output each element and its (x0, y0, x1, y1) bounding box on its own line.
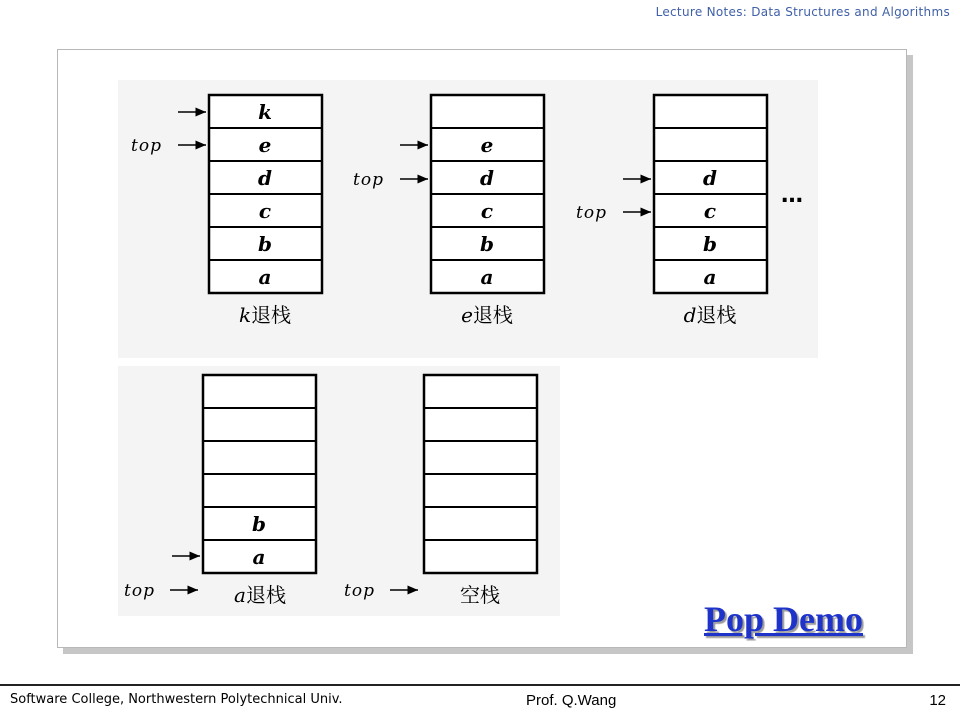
ellipsis: … (781, 183, 803, 208)
stack-k-pop (131, 95, 322, 327)
footer-author: Prof. Q.Wang (526, 692, 617, 709)
pop-demo-link[interactable]: Pop Demo (704, 599, 863, 639)
caption-text: 退栈 (251, 303, 292, 327)
stack-cell-label: e (258, 133, 272, 157)
stack-cell-label: b (258, 232, 272, 256)
caption-text: 退栈 (472, 303, 513, 327)
stack-cell-label: c (258, 199, 272, 223)
top-pointer-label: top (124, 581, 155, 601)
stack-caption (684, 303, 737, 327)
top-pointer-label: top (353, 170, 384, 190)
caption-text: 退栈 (696, 303, 737, 327)
top-pointer-label: top (576, 203, 607, 223)
footer-institution: Software College, Northwestern Polytechnical Univ. (10, 692, 343, 707)
stack-empty (344, 375, 537, 607)
stack-a-pop (124, 375, 316, 607)
stack-cell-label: b (480, 232, 494, 256)
caption-variable: k (238, 303, 252, 327)
stack-cell-label: e (480, 133, 494, 157)
stack-cell-label: a (480, 265, 494, 289)
stack-cell-label: a (252, 545, 266, 569)
stack-cell-label: k (258, 100, 272, 124)
caption-text: 退栈 (245, 583, 286, 607)
stack-cell-label: d (258, 166, 272, 190)
caption-variable: d (683, 303, 697, 327)
top-pointer-label: top (344, 581, 375, 601)
lecture-title: Lecture Notes: Data Structures and Algorithms (655, 5, 950, 19)
stack-caption (234, 583, 286, 607)
page-number: 12 (929, 692, 946, 709)
stack-cell-label: d (480, 166, 494, 190)
stack-cell-label: a (703, 265, 717, 289)
stack-d-pop (576, 95, 803, 327)
stack-cell-label: c (480, 199, 494, 223)
stack-cell-label: d (703, 166, 717, 190)
stack-cell-label: c (703, 199, 717, 223)
top-pointer-label: top (131, 136, 162, 156)
caption-text: 空栈 (460, 583, 500, 607)
stack-caption (239, 303, 291, 327)
stack-cell-label: b (252, 512, 266, 536)
stack-cell-label: b (703, 232, 717, 256)
caption-variable: a (234, 583, 246, 607)
stack-caption (460, 583, 500, 607)
caption-variable: e (461, 303, 473, 327)
footer-divider (0, 684, 960, 686)
stack-e-pop (353, 95, 544, 327)
stack-cell-label: a (258, 265, 272, 289)
stack-caption (461, 303, 513, 327)
